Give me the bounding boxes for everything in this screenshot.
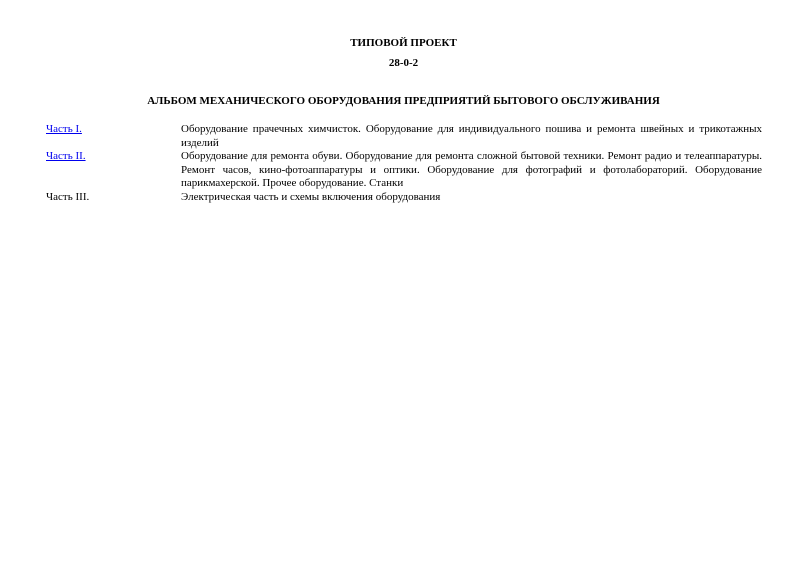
part-label-cell [46,150,181,191]
part-1-link[interactable]: Часть I. [46,123,82,135]
project-number-heading: 28-0-2 [388,57,419,69]
album-title-heading: АЛЬБОМ МЕХАНИЧЕСКОГО ОБОРУДОВАНИЯ ПРЕДПРИЯТИЙ БЫТОВОГО ОБСЛУЖИВАНИЯ [147,95,660,107]
parts-list [46,123,762,204]
part-row-2 [46,150,762,191]
part-label-cell [46,123,181,150]
part-1-description: Оборудование прачечных химчисток. Оборудование для индивидуального пошива и ремонта швейных и трикотажных изделий [181,123,762,149]
part-row-1 [46,123,762,150]
part-2-description: Оборудование для ремонта обуви. Оборудование для ремонта сложной бытовой техники. Ремонт радио и телеаппаратуры. Ремонт часов, кино-фотоаппаратуры и оптики. Оборудование для фотографий и фотолабораторий. Оборудование парикмахерской. Прочее оборудование. Станки [181,150,762,189]
project-type-heading: ТИПОВОЙ ПРОЕКТ [350,37,457,49]
part-label-cell [46,191,181,205]
part-row-3 [46,191,762,205]
part-3-label: Часть III. [46,190,90,203]
part-3-description: Электрическая часть и схемы включения оборудования [181,190,441,203]
part-2-link[interactable]: Часть II. [46,150,86,162]
